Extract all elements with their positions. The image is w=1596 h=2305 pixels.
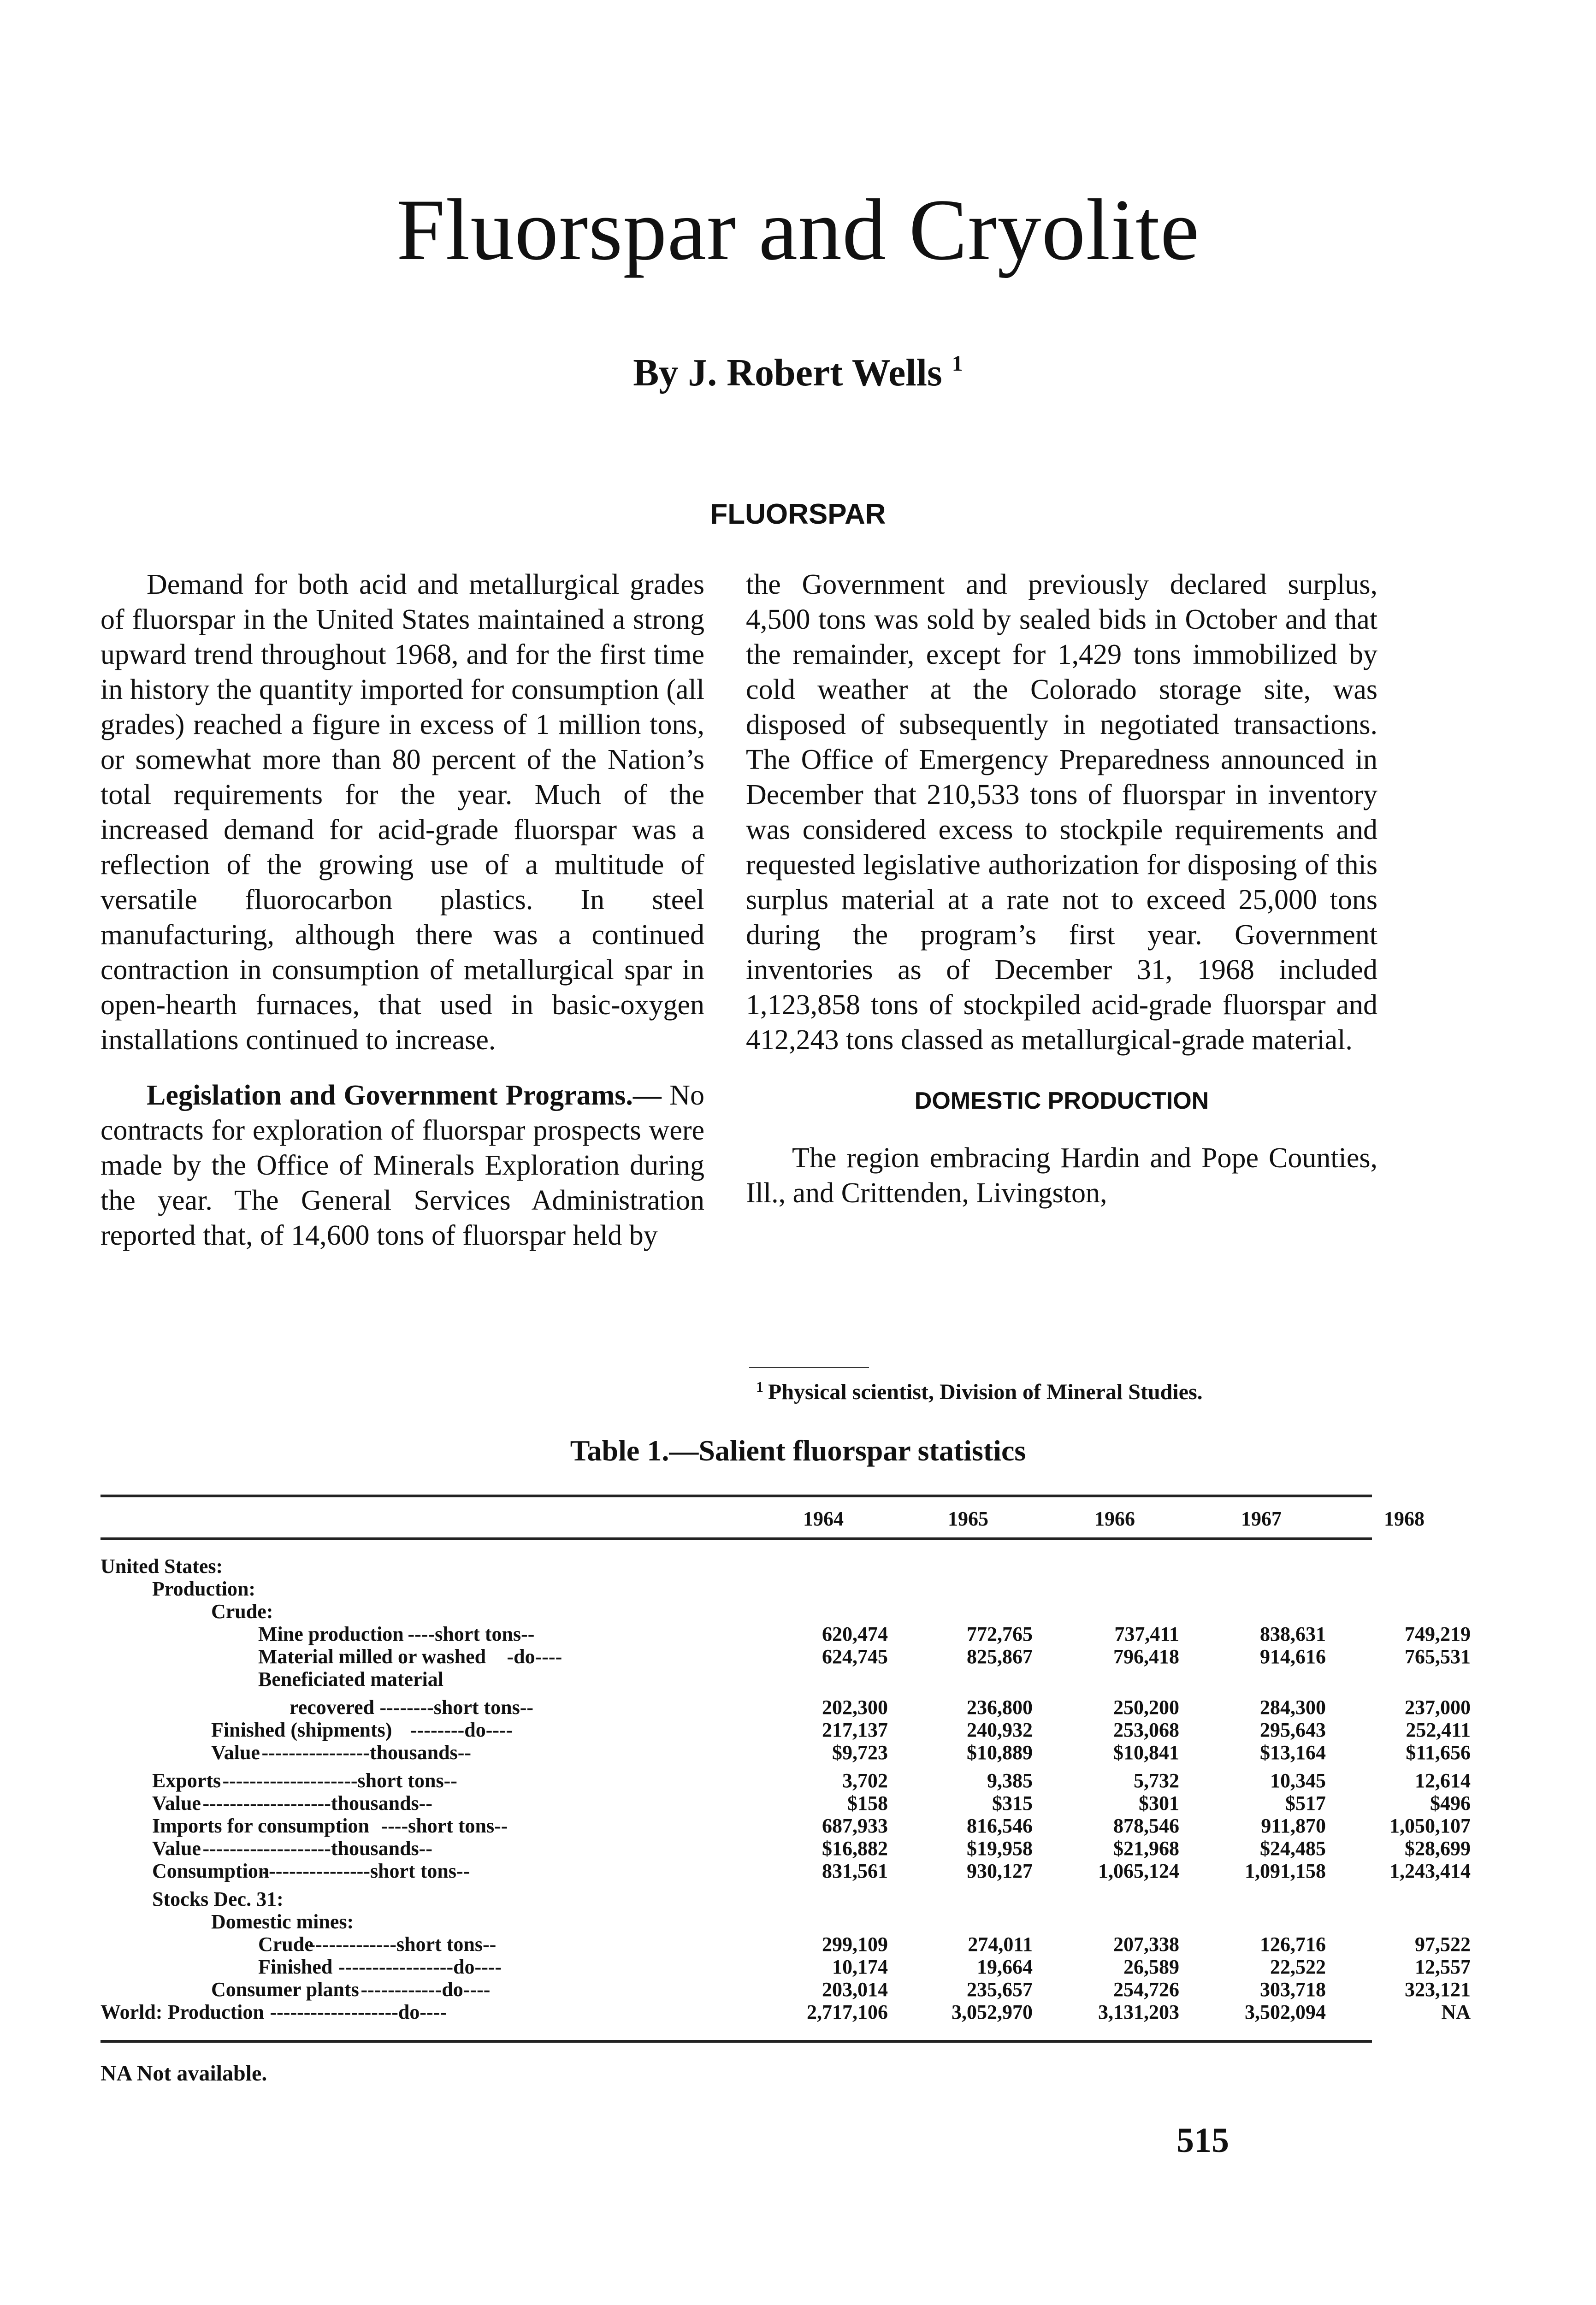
table-cell: $11,656 bbox=[1406, 1741, 1471, 1764]
year-header: 1968 bbox=[1384, 1507, 1425, 1530]
table-title: Table 1.—Salient fluorspar statistics bbox=[570, 1434, 1026, 1467]
table-cell: $10,841 bbox=[1113, 1741, 1179, 1764]
table-cell: 236,800 bbox=[967, 1696, 1033, 1719]
row-leader-unit: -------------short tons-- bbox=[308, 1933, 497, 1956]
paragraph-government: the Government and previously declared surplus, 4,500 tons was sold by sealed bids in October and that the remainder, except for 1,429 tons immobilized by cold weather at the Colorado storage site, was disposed of subsequently in negotiated transactions. The Office of Emergency Preparedness announced in December that 210,533 tons of fluorspar in inventory was considered excess to stockpile requirements and requested legislative authorization for disposing of this surplus material at a rate not to exceed 25,000 tons during the program’s first year. Government inventories as of December 31, 1968 included 1,123,858 tons of stockpiled acid-grade fluorspar and 412,243 tons classed as metallurgical-grade material. bbox=[746, 569, 1377, 1056]
table-row bbox=[100, 1741, 1471, 1764]
footnote-text: Physical scientist, Division of Mineral Studies. bbox=[768, 1380, 1203, 1404]
row-leader-unit: --------------------short tons-- bbox=[222, 1769, 457, 1792]
row-leader-unit: -----------------do---- bbox=[338, 1956, 502, 1978]
footnote bbox=[756, 1378, 1383, 1405]
row-label: Value bbox=[152, 1792, 201, 1814]
row-label: World: Production bbox=[100, 2001, 264, 2023]
table-cell: 202,300 bbox=[822, 1696, 888, 1719]
table-cell: 323,121 bbox=[1405, 1978, 1471, 2001]
year-header: 1965 bbox=[948, 1507, 988, 1530]
row-label: Material milled or washed bbox=[258, 1645, 486, 1668]
table-cell: 19,664 bbox=[977, 1956, 1033, 1978]
table-row bbox=[100, 1578, 1372, 1600]
row-label: Crude bbox=[258, 1933, 313, 1956]
table-cell: NA bbox=[1441, 2001, 1471, 2023]
table-row bbox=[100, 1860, 1471, 1882]
table-cell: 878,546 bbox=[1113, 1814, 1179, 1837]
article-title: Fluorspar and Cryolite bbox=[396, 182, 1200, 278]
table-row bbox=[100, 1555, 1372, 1578]
table-row bbox=[100, 1623, 1471, 1645]
row-leader-unit: -------------------do---- bbox=[270, 2001, 447, 2023]
table-cell: $16,882 bbox=[822, 1837, 888, 1860]
table-row bbox=[100, 1933, 1471, 1956]
table-cell: $13,164 bbox=[1260, 1741, 1326, 1764]
row-label: recovered bbox=[290, 1696, 375, 1719]
row-label: Consumer plants bbox=[211, 1978, 359, 2001]
table-row bbox=[100, 1814, 1471, 1837]
row-label: Crude: bbox=[211, 1600, 273, 1623]
row-leader-unit: --------short tons-- bbox=[379, 1696, 534, 1719]
footnote-rule bbox=[749, 1367, 869, 1368]
table-cell: 737,411 bbox=[1114, 1623, 1179, 1645]
table-cell: 303,718 bbox=[1260, 1978, 1326, 2001]
table-cell: 1,065,124 bbox=[1098, 1860, 1179, 1882]
table-cell: 12,614 bbox=[1415, 1769, 1471, 1792]
table-cell: 207,338 bbox=[1113, 1933, 1179, 1956]
row-leader-unit: -do---- bbox=[507, 1645, 562, 1668]
table-cell: $301 bbox=[1139, 1792, 1179, 1814]
table-cell: 254,726 bbox=[1113, 1978, 1179, 2001]
row-label: Finished (shipments) bbox=[211, 1719, 392, 1741]
row-leader-unit: -------------------thousands-- bbox=[202, 1837, 432, 1860]
table-cell: 97,522 bbox=[1415, 1933, 1471, 1956]
table-cell: 10,345 bbox=[1270, 1769, 1326, 1792]
table-cell: 250,200 bbox=[1113, 1696, 1179, 1719]
subheading-domestic-production: DOMESTIC PRODUCTION bbox=[914, 1087, 1209, 1114]
table-row bbox=[100, 1600, 1372, 1623]
year-header: 1966 bbox=[1094, 1507, 1135, 1530]
row-label: Exports bbox=[152, 1769, 221, 1792]
table-cell: 930,127 bbox=[967, 1860, 1033, 1882]
table-cell: 1,243,414 bbox=[1389, 1860, 1471, 1882]
table-cell: $10,889 bbox=[967, 1741, 1033, 1764]
row-label: Finished bbox=[258, 1956, 333, 1978]
table-cell: 237,000 bbox=[1405, 1696, 1471, 1719]
legislation-text: No contracts for exploration of fluorspar prospects were made by the Office of Minerals Exploration during the year. The General Services Administration reported that, of 14,600 tons of fluorspar held by bbox=[100, 1080, 705, 1251]
row-label: Value bbox=[211, 1741, 260, 1764]
page-number: 515 bbox=[1176, 2121, 1229, 2160]
table-header bbox=[100, 1497, 1425, 1537]
table-header-rule bbox=[100, 1537, 1372, 1540]
table-row bbox=[100, 1978, 1471, 2001]
table-cell: 3,052,970 bbox=[952, 2001, 1033, 2023]
table-row bbox=[100, 2001, 1471, 2023]
byline bbox=[0, 350, 1596, 395]
table-row bbox=[100, 1837, 1471, 1860]
row-leader-unit: ----------------short tons-- bbox=[262, 1860, 470, 1882]
row-label: Consumption bbox=[152, 1860, 270, 1882]
year-header: 1967 bbox=[1241, 1507, 1282, 1530]
table-cell: 9,385 bbox=[987, 1769, 1033, 1792]
table-row bbox=[100, 1792, 1471, 1814]
table-cell: 274,011 bbox=[968, 1933, 1033, 1956]
table-cell: 10,174 bbox=[832, 1956, 888, 1978]
table-cell: 240,932 bbox=[967, 1719, 1033, 1741]
paragraph-demand: Demand for both acid and metallurgical grades of fluorspar in the United States maintained a strong upward trend throughout 1968, and for the first time in history the quantity imported for consumption (all grades) reached a figure in excess of 1 million tons, or somewhat more than 80 percent of the Nation’s total requirements for the year. Much of the increased demand for acid-grade fluorspar was a reflection of the growing use of a multitude of versatile fluorocarbon plastics. In steel manufacturing, although there was a continued contraction in consumption of metallurgical spar in open-hearth furnaces, that used in basic-oxygen installations continued to increase. bbox=[100, 569, 704, 1056]
table-cell: 838,631 bbox=[1260, 1623, 1326, 1645]
table-cell: $19,958 bbox=[967, 1837, 1033, 1860]
right-column bbox=[746, 567, 1377, 1211]
table-cell: 126,716 bbox=[1260, 1933, 1326, 1956]
table-cell: 12,557 bbox=[1415, 1956, 1471, 1978]
table-cell: 217,137 bbox=[822, 1719, 888, 1741]
table-cell: 796,418 bbox=[1113, 1645, 1179, 1668]
table-row bbox=[100, 1956, 1471, 1978]
row-label: Value bbox=[152, 1837, 201, 1860]
table-cell: $517 bbox=[1285, 1792, 1326, 1814]
table-cell: 831,561 bbox=[822, 1860, 888, 1882]
row-label: Domestic mines: bbox=[211, 1910, 354, 1933]
row-leader-unit: ----------------thousands-- bbox=[261, 1741, 472, 1764]
table-cell: 22,522 bbox=[1270, 1956, 1326, 1978]
table-cell: 1,050,107 bbox=[1389, 1814, 1471, 1837]
row-label: Stocks Dec. 31: bbox=[152, 1888, 284, 1910]
table-cell: $315 bbox=[992, 1792, 1033, 1814]
table-cell: 284,300 bbox=[1260, 1696, 1326, 1719]
row-label: Imports for consumption bbox=[152, 1814, 370, 1837]
table-cell: 252,411 bbox=[1406, 1719, 1471, 1741]
row-label: Beneficiated material bbox=[258, 1668, 443, 1690]
table-cell: 749,219 bbox=[1405, 1623, 1471, 1645]
table-cell: $9,723 bbox=[832, 1741, 888, 1764]
row-leader-unit: ----short tons-- bbox=[408, 1623, 535, 1645]
table-body bbox=[100, 1555, 1471, 2023]
table-cell: $24,485 bbox=[1260, 1837, 1326, 1860]
table-row bbox=[100, 1719, 1471, 1741]
table-cell: 816,546 bbox=[967, 1814, 1033, 1837]
row-leader-unit: ----short tons-- bbox=[381, 1814, 508, 1837]
table-cell: 299,109 bbox=[822, 1933, 888, 1956]
table-cell: 295,643 bbox=[1260, 1719, 1326, 1741]
author-name: By J. Robert Wells bbox=[633, 351, 942, 394]
table-cell: 914,616 bbox=[1260, 1645, 1326, 1668]
left-column bbox=[100, 567, 704, 1253]
byline-footnote-mark: 1 bbox=[952, 351, 963, 376]
table-row bbox=[100, 1696, 1471, 1719]
table-cell: 620,474 bbox=[822, 1623, 888, 1645]
table-bottom-rule bbox=[100, 2040, 1372, 2043]
table-row bbox=[100, 1668, 1372, 1690]
table-cell: 765,531 bbox=[1405, 1645, 1471, 1668]
table-cell: 3,702 bbox=[842, 1769, 888, 1792]
table-cell: 772,765 bbox=[967, 1623, 1033, 1645]
table-row bbox=[100, 1645, 1471, 1668]
table-cell: $496 bbox=[1430, 1792, 1471, 1814]
table-note: NA Not available. bbox=[100, 2061, 267, 2086]
table-row bbox=[100, 1769, 1471, 1792]
table-cell: 235,657 bbox=[967, 1978, 1033, 2001]
row-leader-unit: ------------do---- bbox=[361, 1978, 491, 2001]
table-cell: 825,867 bbox=[967, 1645, 1033, 1668]
paragraph-legislation bbox=[100, 1078, 704, 1253]
paragraph-region: The region embracing Hardin and Pope Counties, Ill., and Crittenden, Livingston, bbox=[746, 1142, 1377, 1209]
table-cell: 3,502,094 bbox=[1245, 2001, 1326, 2023]
table-row bbox=[100, 1910, 1372, 1933]
table-cell: $28,699 bbox=[1405, 1837, 1471, 1860]
table-cell: 5,732 bbox=[1134, 1769, 1179, 1792]
footnote-mark: 1 bbox=[756, 1378, 763, 1395]
table-cell: $21,968 bbox=[1113, 1837, 1179, 1860]
table-cell: 687,933 bbox=[822, 1814, 888, 1837]
table-cell: 2,717,106 bbox=[807, 2001, 888, 2023]
table-cell: 3,131,203 bbox=[1098, 2001, 1179, 2023]
row-label: Mine production bbox=[258, 1623, 404, 1645]
table-cell: 253,068 bbox=[1113, 1719, 1179, 1741]
legislation-heading: Legislation and Government Programs.— bbox=[147, 1080, 662, 1111]
year-header: 1964 bbox=[803, 1507, 844, 1530]
section-heading: FLUORSPAR bbox=[710, 498, 886, 530]
table-row bbox=[100, 1888, 1372, 1910]
table-cell: 203,014 bbox=[822, 1978, 888, 2001]
row-leader-unit: --------do---- bbox=[410, 1719, 513, 1741]
row-leader-unit: -------------------thousands-- bbox=[202, 1792, 432, 1814]
table-cell: 911,870 bbox=[1261, 1814, 1326, 1837]
table-cell: 624,745 bbox=[822, 1645, 888, 1668]
row-label: United States: bbox=[100, 1555, 223, 1578]
table-cell: $158 bbox=[847, 1792, 888, 1814]
row-label: Production: bbox=[152, 1578, 256, 1600]
table-cell: 1,091,158 bbox=[1245, 1860, 1326, 1882]
table-cell: 26,589 bbox=[1123, 1956, 1179, 1978]
